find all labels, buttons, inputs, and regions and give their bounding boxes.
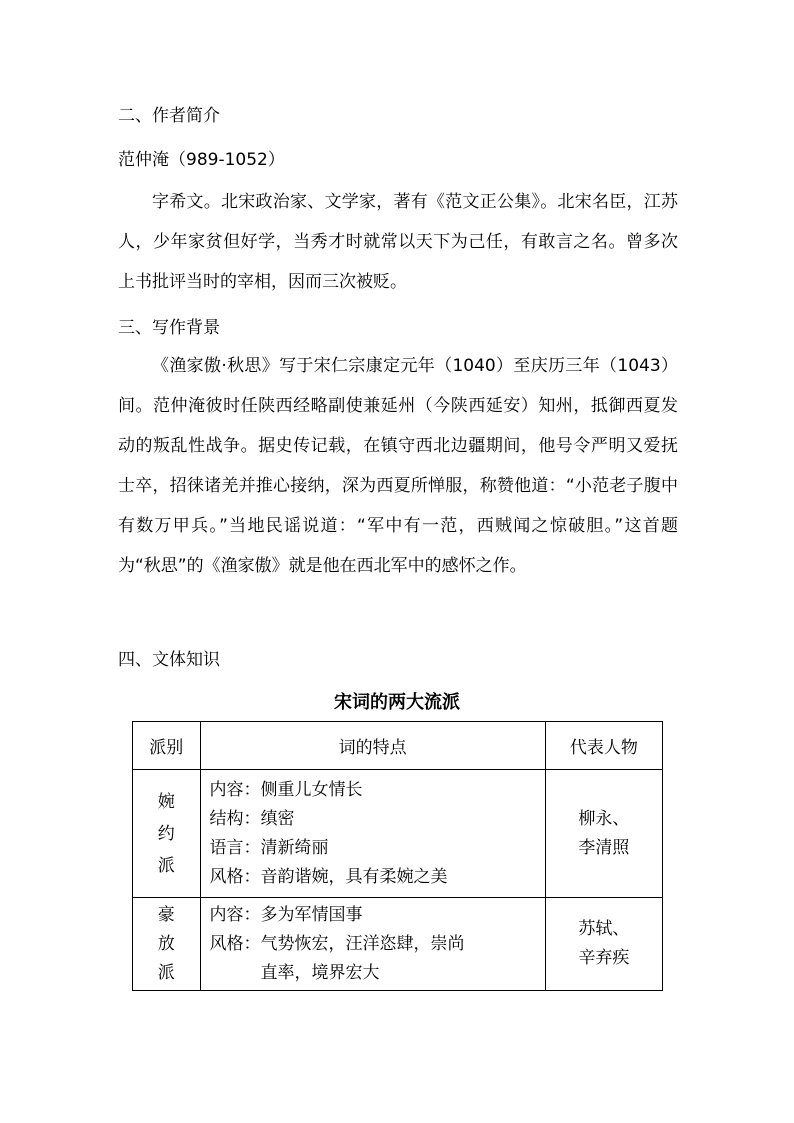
table-row-wanyue: [133, 770, 663, 898]
feature-line: 风格：音韵谐婉，具有柔婉之美: [209, 866, 448, 887]
table-row-haofang: [133, 898, 663, 991]
representative-name: 苏轼、: [578, 919, 630, 939]
section-heading-author: 二、作者简介: [118, 106, 220, 126]
representative-name: 辛弃疾: [578, 948, 630, 968]
feature-line: 语言：清新绮丽: [209, 837, 329, 858]
feature-line: 内容：侧重儿女情长: [209, 779, 363, 800]
feature-line: 风格：气势恢宏，汪洋恣肆，崇尚: [209, 933, 465, 954]
school-char: 放: [157, 933, 175, 954]
feature-line-continuation: 直率，境界宏大: [260, 962, 380, 983]
school-char: 豪: [157, 904, 175, 925]
school-char: 派: [157, 962, 175, 983]
school-char: 婉: [157, 791, 175, 812]
school-name-wanyue: [133, 770, 201, 898]
background-paragraph: 《渔家傲·秋思》写于宋仁宗康定元年（1040）至庆历三年（1043）间。范仲淹彼时任陕西经略副使兼延州（今陕西延安）知州，抵御西夏发动的叛乱性战争。据史传记载，在镇守西北边疆期间，他号令严明又爱抚士卒，招徕诸羌并推心接纳，深为西夏所惮服，称赞他道：“小范老子腹中有数万甲兵。”当地民谣说道：“军中有一范，西贼闻之惊破胆。”这首题为“秋思”的《渔家傲》就是他在西北军中的感怀之作。: [118, 356, 678, 576]
feature-line: 内容：多为军情国事: [209, 904, 363, 925]
table-title: 宋词的两大流派: [334, 692, 460, 713]
author-name: 范仲淹（989-1052）: [118, 150, 285, 170]
author-bio-paragraph: 字希文。北宋政治家、文学家，著有《范文正公集》。北宋名臣，江苏人，少年家贫但好学，当秀才时就常以天下为己任，有敢言之名。曾多次上书批评当时的宰相，因而三次被贬。: [118, 192, 678, 292]
features-haofang: [200, 898, 545, 991]
section-heading-background: 三、写作背景: [118, 318, 220, 338]
school-name-haofang: [133, 898, 201, 991]
representatives-wanyue: [545, 770, 662, 898]
school-char: 约: [157, 823, 175, 844]
header-school: 派别: [133, 722, 201, 770]
header-features: 词的特点: [200, 722, 545, 770]
features-wanyue: [200, 770, 545, 898]
song-ci-schools-table: [132, 721, 663, 991]
feature-line: 结构：缜密: [209, 808, 295, 829]
table-header-row: [133, 722, 663, 770]
section-heading-genre: 四、文体知识: [118, 650, 220, 670]
school-char: 派: [157, 855, 175, 876]
representatives-haofang: [545, 898, 662, 991]
representative-name: 柳永、: [578, 808, 630, 829]
header-representatives: 代表人物: [545, 722, 662, 770]
representative-name: 李清照: [578, 837, 630, 858]
